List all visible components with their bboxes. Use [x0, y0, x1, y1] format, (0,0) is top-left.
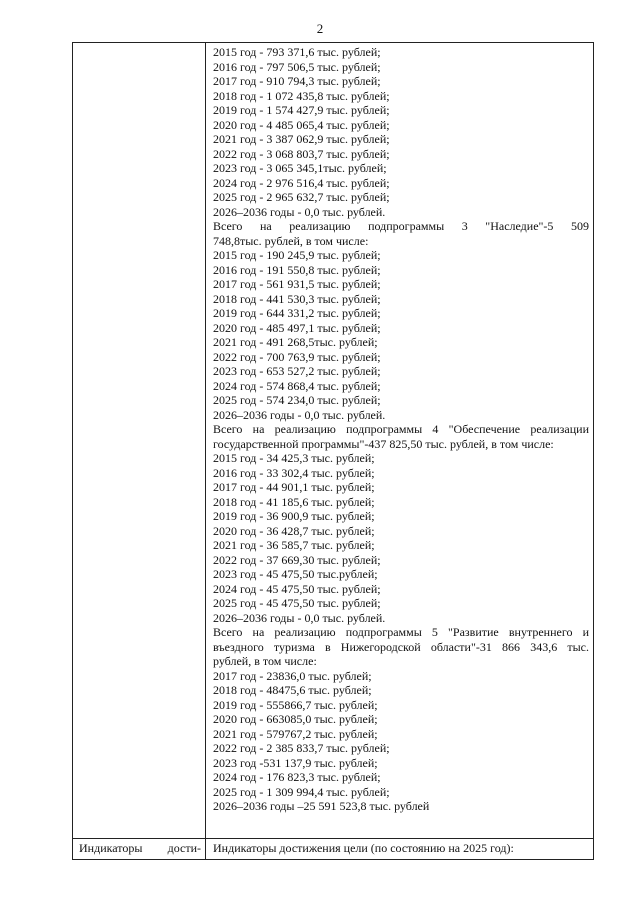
year-line: 2024 год - 574 868,4 тыс. рублей;	[213, 378, 381, 393]
year-line: 2017 год - 44 901,1 тыс. рублей;	[213, 480, 375, 494]
year-line: 2021 год - 579767,2 тыс. рублей;	[213, 726, 378, 741]
year-line: 2025 год - 1 309 994,4 тыс. рублей;	[213, 784, 390, 799]
year-line: 2017 год - 561 931,5 тыс. рублей;	[213, 277, 381, 291]
subprogram-heading: въездного туризма в Нижегородской области"-31 866 343,6 тыс.	[213, 639, 589, 654]
subprogram-heading: Всего на реализацию подпрограммы 4 "Обеспечение реализации	[213, 422, 589, 436]
subprogram-heading: рублей, в том числе:	[213, 654, 317, 668]
page-number: 2	[316, 21, 324, 36]
year-line: 2022 год - 700 763,9 тыс. рублей;	[213, 349, 381, 364]
column-divider	[205, 43, 206, 859]
year-line: 2021 год - 3 387 062,9 тыс. рублей;	[213, 132, 390, 146]
passport-table	[72, 42, 594, 860]
year-line: 2021 год - 491 268,5тыс. рублей;	[213, 335, 378, 349]
year-line: 2022 год - 37 669,30 тыс. рублей;	[213, 552, 381, 567]
subprogram-2-yearly-list	[213, 45, 589, 219]
year-line: 2018 год - 48475,6 тыс. рублей;	[213, 683, 372, 697]
year-line: 2025 год - 2 965 632,7 тыс. рублей;	[213, 190, 390, 204]
year-line: 2023 год - 653 527,2 тыс. рублей;	[213, 364, 381, 378]
year-line: 2023 год - 3 065 345,1тыс. рублей;	[213, 161, 387, 175]
year-line: 2026–2036 годы - 0,0 тыс. рублей.	[213, 610, 386, 625]
indicators-label: Индикаторы дости-	[79, 841, 201, 855]
year-line: 2017 год - 910 794,3 тыс. рублей;	[213, 74, 381, 88]
year-line: 2016 год - 191 550,8 тыс. рублей;	[213, 262, 381, 277]
subprogram-3-section	[213, 219, 589, 422]
year-line: 2024 год - 2 976 516,4 тыс. рублей;	[213, 175, 390, 190]
year-line: 2015 год - 34 425,3 тыс. рублей;	[213, 451, 375, 465]
year-line: 2026–2036 годы –25 591 523,8 тыс. рублей	[213, 799, 430, 813]
year-line: 2026–2036 годы - 0,0 тыс. рублей.	[213, 204, 386, 219]
year-line: 2020 год - 485 497,1 тыс. рублей;	[213, 320, 381, 335]
year-line: 2018 год - 441 530,3 тыс. рублей;	[213, 291, 381, 306]
year-line: 2018 год - 1 072 435,8 тыс. рублей;	[213, 88, 390, 103]
year-line: 2019 год - 644 331,2 тыс. рублей;	[213, 306, 381, 320]
year-line: 2017 год - 23836,0 тыс. рублей;	[213, 668, 372, 683]
year-line: 2022 год - 3 068 803,7 тыс. рублей;	[213, 146, 390, 161]
year-line: 2019 год - 555866,7 тыс. рублей;	[213, 697, 378, 712]
year-line: 2015 год - 190 245,9 тыс. рублей;	[213, 248, 381, 262]
indicators-text: Индикаторы достижения цели (по состоянию на 2025 год):	[213, 841, 514, 855]
row-divider	[73, 838, 593, 839]
subprogram-4-section	[213, 422, 589, 625]
year-line: 2023 год - 45 475,50 тыс.рублей;	[213, 567, 378, 581]
subprogram-heading: государственной программы"-437 825,50 тыс. рублей, в том числе:	[213, 436, 554, 451]
year-line: 2023 год -531 137,9 тыс. рублей;	[213, 755, 378, 770]
year-line: 2019 год - 36 900,9 тыс. рублей;	[213, 509, 375, 523]
year-line: 2025 год - 574 234,0 тыс. рублей;	[213, 393, 381, 407]
year-line: 2021 год - 36 585,7 тыс. рублей;	[213, 538, 375, 552]
year-line: 2015 год - 793 371,6 тыс. рублей;	[213, 45, 381, 59]
subprogram-heading: Всего на реализацию подпрограммы 5 "Развитие внутреннего и	[213, 625, 589, 639]
year-line: 2020 год - 663085,0 тыс. рублей;	[213, 712, 378, 726]
year-line: 2016 год - 797 506,5 тыс. рублей;	[213, 59, 381, 74]
year-line: 2019 год - 1 574 427,9 тыс. рублей;	[213, 103, 390, 117]
subprogram-5-section	[213, 625, 589, 814]
year-line: 2018 год - 41 185,6 тыс. рублей;	[213, 494, 375, 509]
subprogram-heading: Всего на реализацию подпрограммы 3 "Наследие"-5 509	[213, 219, 589, 233]
year-line: 2020 год - 4 485 065,4 тыс. рублей;	[213, 117, 390, 132]
year-line: 2016 год - 33 302,4 тыс. рублей;	[213, 465, 375, 480]
subprogram-heading: 748,8тыс. рублей, в том числе:	[213, 233, 369, 248]
year-line: 2024 год - 176 823,3 тыс. рублей;	[213, 770, 381, 784]
year-line: 2025 год - 45 475,50 тыс. рублей;	[213, 596, 381, 610]
year-line: 2022 год - 2 385 833,7 тыс. рублей;	[213, 741, 390, 755]
financing-cell	[213, 45, 589, 814]
year-line: 2026–2036 годы - 0,0 тыс. рублей.	[213, 407, 386, 422]
year-line: 2024 год - 45 475,50 тыс. рублей;	[213, 581, 381, 596]
year-line: 2020 год - 36 428,7 тыс. рублей;	[213, 523, 375, 538]
